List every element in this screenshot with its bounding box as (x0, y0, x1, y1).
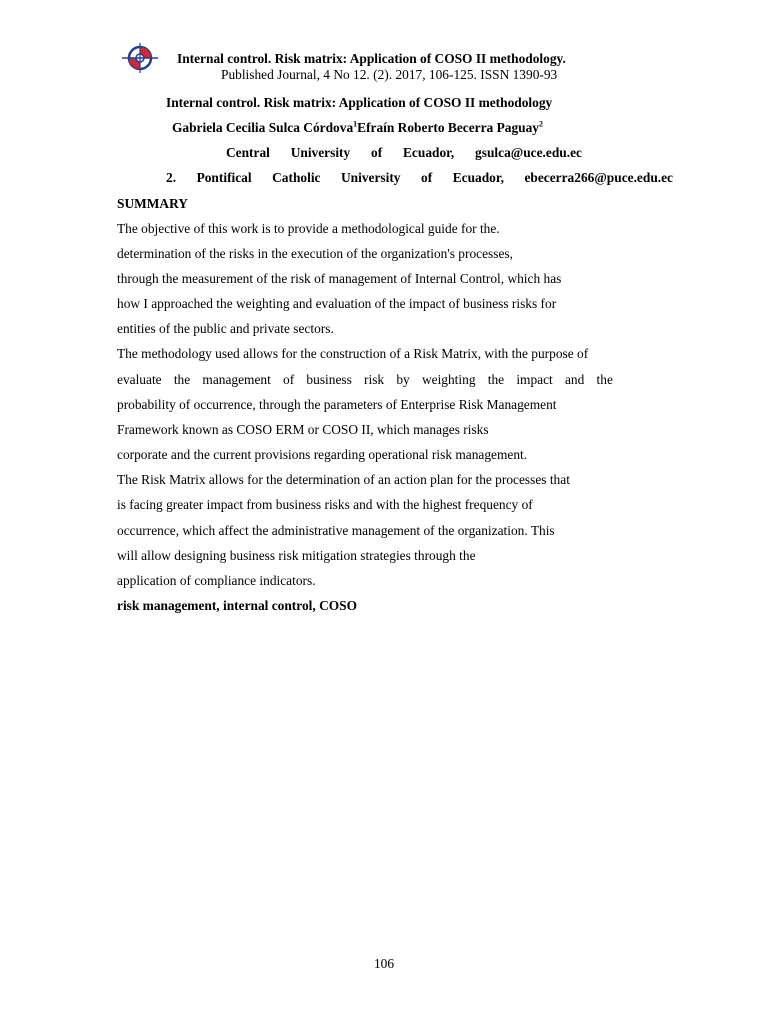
summary-line (117, 372, 613, 388)
summary-line: Framework known as COSO ERM or COSO II, which manages risks (117, 422, 489, 437)
affiliation-1-word: of (371, 145, 383, 160)
summary-line: how I approached the weighting and evaluation of the impact of business risks for (117, 296, 557, 311)
affiliation-1-word: Central (226, 145, 270, 160)
journal-publication-info: Published Journal, 4 No 12. (2). 2017, 106-125. ISSN 1390-93 (221, 67, 558, 82)
summary-word: and (564, 372, 585, 387)
affiliation-1 (226, 145, 582, 161)
summary-line: will allow designing business risk mitigation strategies through the (117, 548, 476, 563)
author-2: Efraín Roberto Becerra Paguay (357, 120, 539, 135)
summary-word: weighting (421, 372, 476, 387)
summary-word: management (202, 372, 271, 387)
summary-line: probability of occurrence, through the parameters of Enterprise Risk Management (117, 397, 557, 412)
summary-word: the (173, 372, 191, 387)
summary-word: by (396, 372, 410, 387)
affiliation-2-word: Pontifical (196, 170, 252, 185)
summary-line: is facing greater impact from business risks and with the highest frequency of (117, 497, 533, 512)
summary-line-justified (117, 372, 613, 388)
summary-line: The methodology used allows for the construction of a Risk Matrix, with the purpose of (117, 346, 589, 361)
summary-line: through the measurement of the risk of management of Internal Control, which has (117, 271, 562, 286)
author-1: Gabriela Cecilia Sulca Córdova (172, 120, 354, 135)
journal-logo-icon (122, 42, 158, 74)
page-number: 106 (373, 956, 395, 971)
summary-word: the (596, 372, 613, 387)
summary-word: the (487, 372, 505, 387)
affiliation-2-word: of (421, 170, 433, 185)
author-line (172, 120, 543, 136)
summary-line: determination of the risks in the execution of the organization's processes, (117, 246, 513, 261)
affiliation-2-number: 2. (166, 170, 177, 185)
summary-line: entities of the public and private sectors. (117, 321, 334, 336)
affiliation-2-word: University (341, 170, 401, 185)
summary-word: business (306, 372, 352, 387)
affiliation-2 (166, 170, 673, 186)
summary-line: corporate and the current provisions regarding operational risk management. (117, 447, 528, 462)
summary-line: occurrence, which affect the administrative management of the organization. This (117, 523, 555, 538)
summary-word: of (283, 372, 295, 387)
summary-line: The Risk Matrix allows for the determination of an action plan for the processes that (117, 472, 570, 487)
author-2-affiliation-mark: 2 (539, 119, 543, 129)
affiliation-2-word: Ecuador, (452, 170, 504, 185)
article-title: Internal control. Risk matrix: Application of COSO II methodology (166, 95, 553, 110)
affiliation-1-word: University (290, 145, 351, 160)
author-1-affiliation-mark: 1 (353, 119, 358, 129)
summary-word: evaluate (117, 372, 162, 387)
summary-line: application of compliance indicators. (117, 573, 316, 588)
affiliation-2-word: Catholic (272, 170, 321, 185)
affiliation-1-email: gsulca@uce.edu.ec (475, 145, 582, 160)
summary-word: impact (516, 372, 553, 387)
keywords: risk management, internal control, COSO (117, 598, 358, 613)
summary-word: risk (364, 372, 385, 387)
summary-heading: SUMMARY (117, 196, 188, 211)
journal-header-title: Internal control. Risk matrix: Application of COSO II methodology. (177, 51, 566, 66)
affiliation-1-word: Ecuador, (403, 145, 455, 160)
affiliation-2-email: ebecerra266@puce.edu.ec (524, 170, 673, 185)
summary-line: The objective of this work is to provide a methodological guide for the. (117, 221, 500, 236)
